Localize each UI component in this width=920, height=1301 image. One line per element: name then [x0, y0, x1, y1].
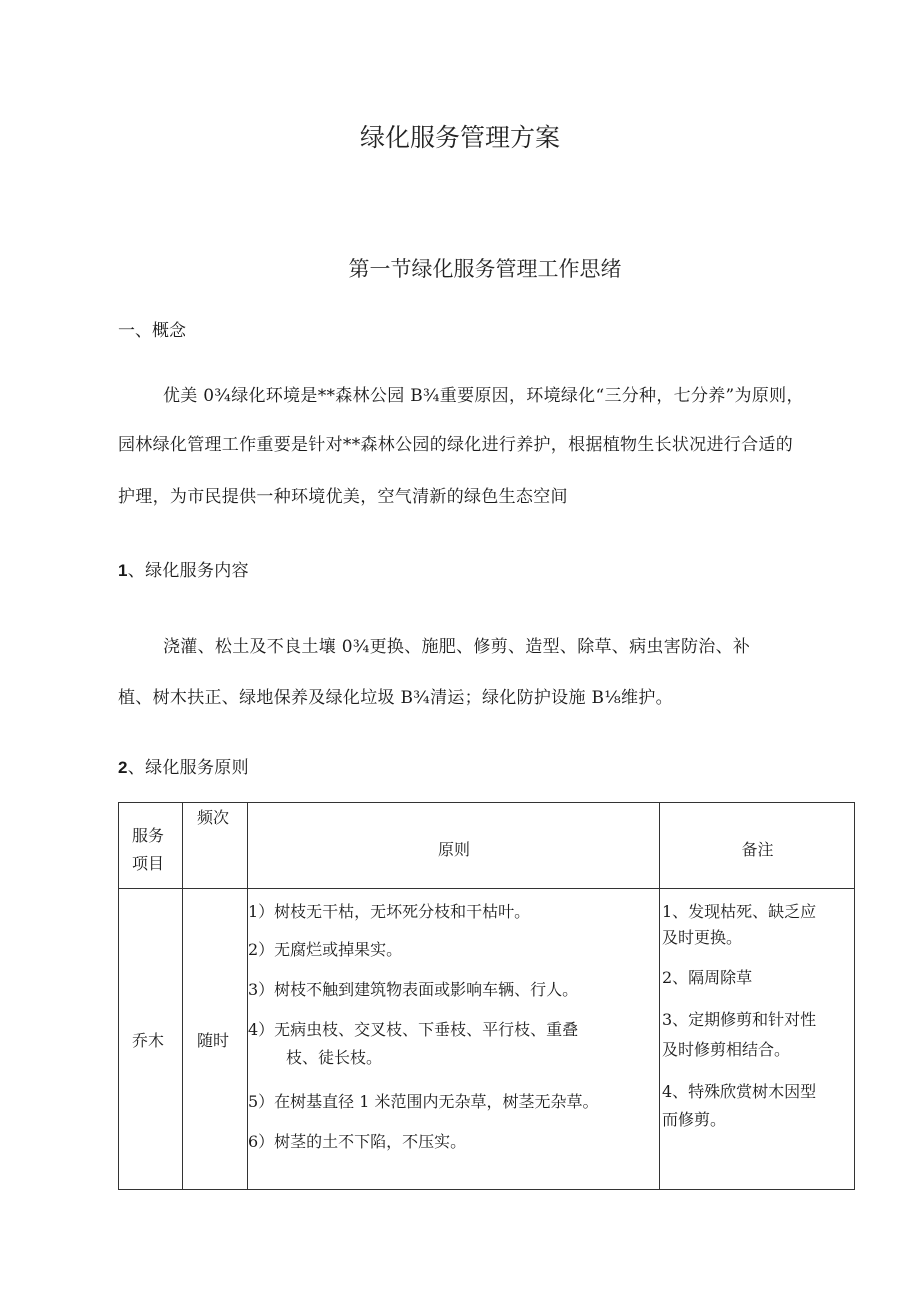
- remark-line: 4、特殊欣赏树木因型: [662, 1082, 817, 1101]
- service-principle-table: [118, 802, 855, 1190]
- table-header-row: [119, 803, 855, 889]
- header-remark: [660, 803, 855, 889]
- header-principle: [248, 803, 660, 889]
- document-title: 绿化服务管理方案: [359, 123, 560, 152]
- header-service-item: [119, 803, 183, 889]
- principle-line: 1）树枝无干枯，无坏死分枝和干枯叶。: [248, 902, 531, 921]
- remark-line: 及时更换。: [662, 928, 743, 947]
- concept-line-2: 园林绿化管理工作重要是针对**森林公园的绿化进行养护，根据植物生长状况进行合适的: [118, 435, 793, 455]
- cell-item-text: 乔木: [132, 1031, 165, 1050]
- header-principle-label: 原则: [437, 840, 470, 859]
- header-item-line-1: 服务: [132, 826, 165, 845]
- header-frequency: [183, 803, 248, 889]
- heading-number: 1: [118, 561, 128, 580]
- header-item-line-2: 项目: [132, 854, 165, 873]
- table-row: [119, 889, 855, 1190]
- remark-line: 3、定期修剪和针对性: [662, 1010, 817, 1029]
- remark-line: 及时修剪相结合。: [662, 1040, 791, 1059]
- cell-frequency: [183, 889, 248, 1190]
- principle-line: 枝、徒长枝。: [286, 1048, 383, 1067]
- cell-remark: [660, 889, 855, 1190]
- principle-line: 4）无病虫枝、交叉枝、下垂枝、平行枝、重叠: [248, 1020, 579, 1039]
- principle-line: 3）树枝不触到建筑物表面或影响车辆、行人。: [248, 980, 579, 999]
- cell-service-item: [119, 889, 183, 1190]
- principle-line: 2）无腐烂或掉果实。: [248, 940, 403, 959]
- concept-line-3: 护理，为市民提供一种环境优美，空气清新的绿色生态空间: [118, 487, 568, 507]
- heading-text: 、绿化服务原则: [127, 758, 249, 778]
- heading-text: 、绿化服务内容: [127, 561, 249, 581]
- remark-line: 2、隔周除草: [662, 968, 753, 987]
- section-title: 第一节绿化服务管理工作思绪: [348, 257, 622, 281]
- header-remark-label: 备注: [741, 840, 774, 859]
- heading-number: 2: [118, 758, 128, 777]
- header-frequency-label: 频次: [197, 808, 230, 827]
- content-line-1: 浇灌、松土及不良土壤 0¾更换、施肥、修剪、造型、除草、病虫害防治、补: [163, 637, 751, 657]
- principle-line: 5）在树基直径 1 米范围内无杂草，树茎无杂草。: [248, 1092, 599, 1111]
- remark-line: 而修剪。: [662, 1110, 727, 1129]
- heading-concept: 一、概念: [118, 321, 186, 341]
- cell-principle: [248, 889, 660, 1190]
- heading-service-content: [118, 556, 249, 581]
- cell-frequency-text: 随时: [197, 1031, 230, 1050]
- concept-line-1: 优美 0¾绿化环境是**森林公园 B¾重要原因，环境绿化“三分种，七分养”为原则，: [163, 386, 804, 406]
- heading-service-principle: [118, 753, 249, 778]
- content-line-2: 植、树木扶正、绿地保养及绿化垃圾 B¾清运；绿化防护设施 B⅛维护。: [118, 688, 673, 708]
- principle-line: 6）树茎的土不下陷，不压实。: [248, 1132, 467, 1151]
- remark-line: 1、发现枯死、缺乏应: [662, 902, 817, 921]
